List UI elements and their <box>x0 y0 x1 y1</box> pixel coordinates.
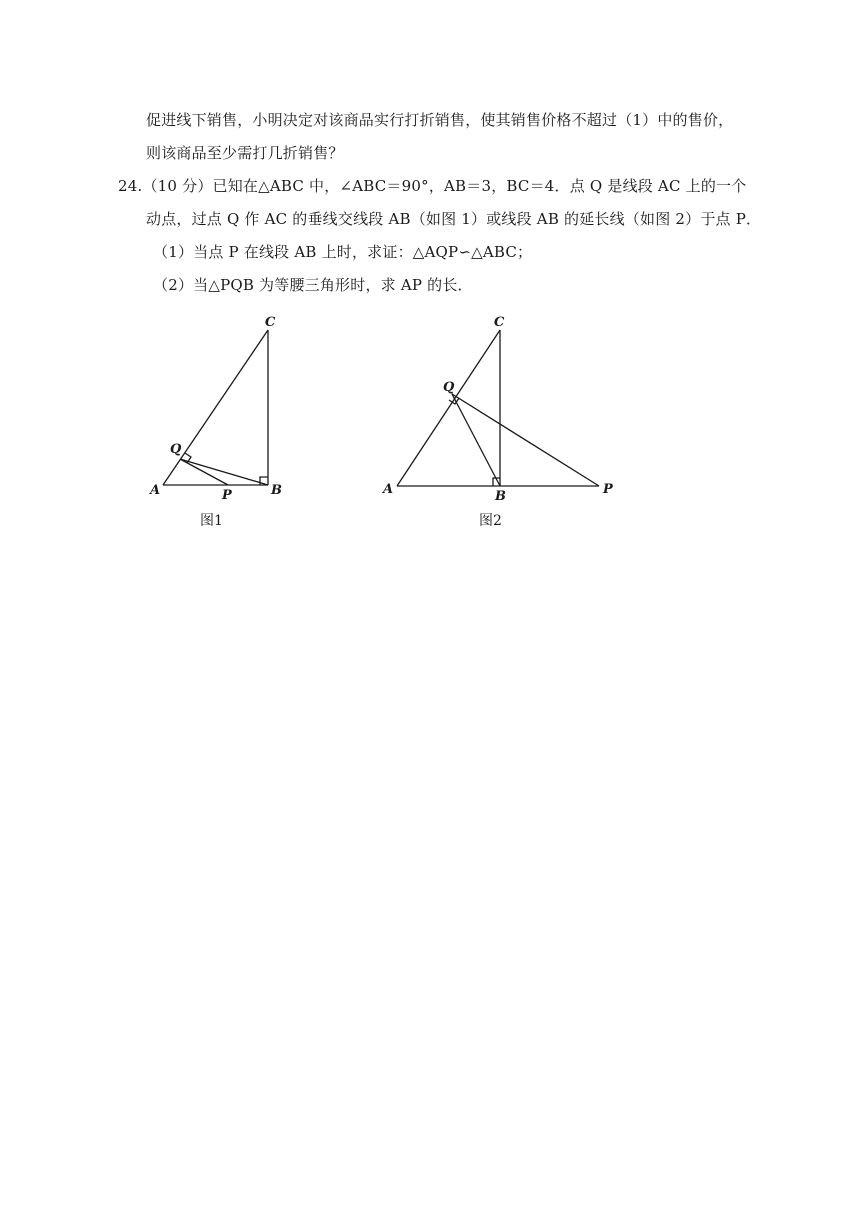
question-24-line-1 <box>118 176 746 196</box>
question-24-line-2: 动点，过点 Q 作 AC 的垂线交线段 AB（如图 1）或线段 AB 的延长线（如图 2）于点 P． <box>146 210 762 228</box>
label-a: A <box>150 483 161 498</box>
continuation-line-1: 促进线下销售，小明决定对该商品实行打折销售，使其销售价格不超过（1）中的售价， <box>146 111 734 129</box>
figure-1-caption: 图1 <box>200 513 223 529</box>
label-a: A <box>383 482 394 497</box>
question-24-text: 已知在△ABC 中，∠ABC＝90°，AB＝3，BC＝4．点 Q 是线段 AC 上的一个 <box>212 177 747 195</box>
segment-ac <box>163 330 268 485</box>
question-number: 24. <box>118 177 143 195</box>
label-p: P <box>222 488 232 503</box>
label-c: C <box>494 315 505 330</box>
segment-qb <box>452 394 500 486</box>
segment-qp <box>452 394 599 486</box>
question-score: （10 分） <box>142 177 213 195</box>
label-q: Q <box>170 442 182 457</box>
question-24-part-2: （2）当△PQB 为等腰三角形时，求 AP 的长． <box>153 276 473 294</box>
figure-2-diagram <box>397 330 599 486</box>
segment-qb <box>180 459 268 485</box>
label-q: Q <box>443 380 455 395</box>
continuation-line-2: 则该商品至少需打几折销售？ <box>146 144 344 162</box>
segment-ac <box>397 330 500 486</box>
label-c: C <box>265 315 276 330</box>
label-b: B <box>271 483 282 498</box>
figure-1-diagram <box>163 330 268 485</box>
label-p: P <box>603 482 613 497</box>
label-b: B <box>495 489 506 504</box>
question-24-part-1: （1）当点 P 在线段 AB 上时，求证：△AQP∽△ABC； <box>153 243 533 261</box>
figure-1 <box>140 300 310 540</box>
figure-2 <box>375 300 635 540</box>
figure-2-caption: 图2 <box>479 513 502 529</box>
